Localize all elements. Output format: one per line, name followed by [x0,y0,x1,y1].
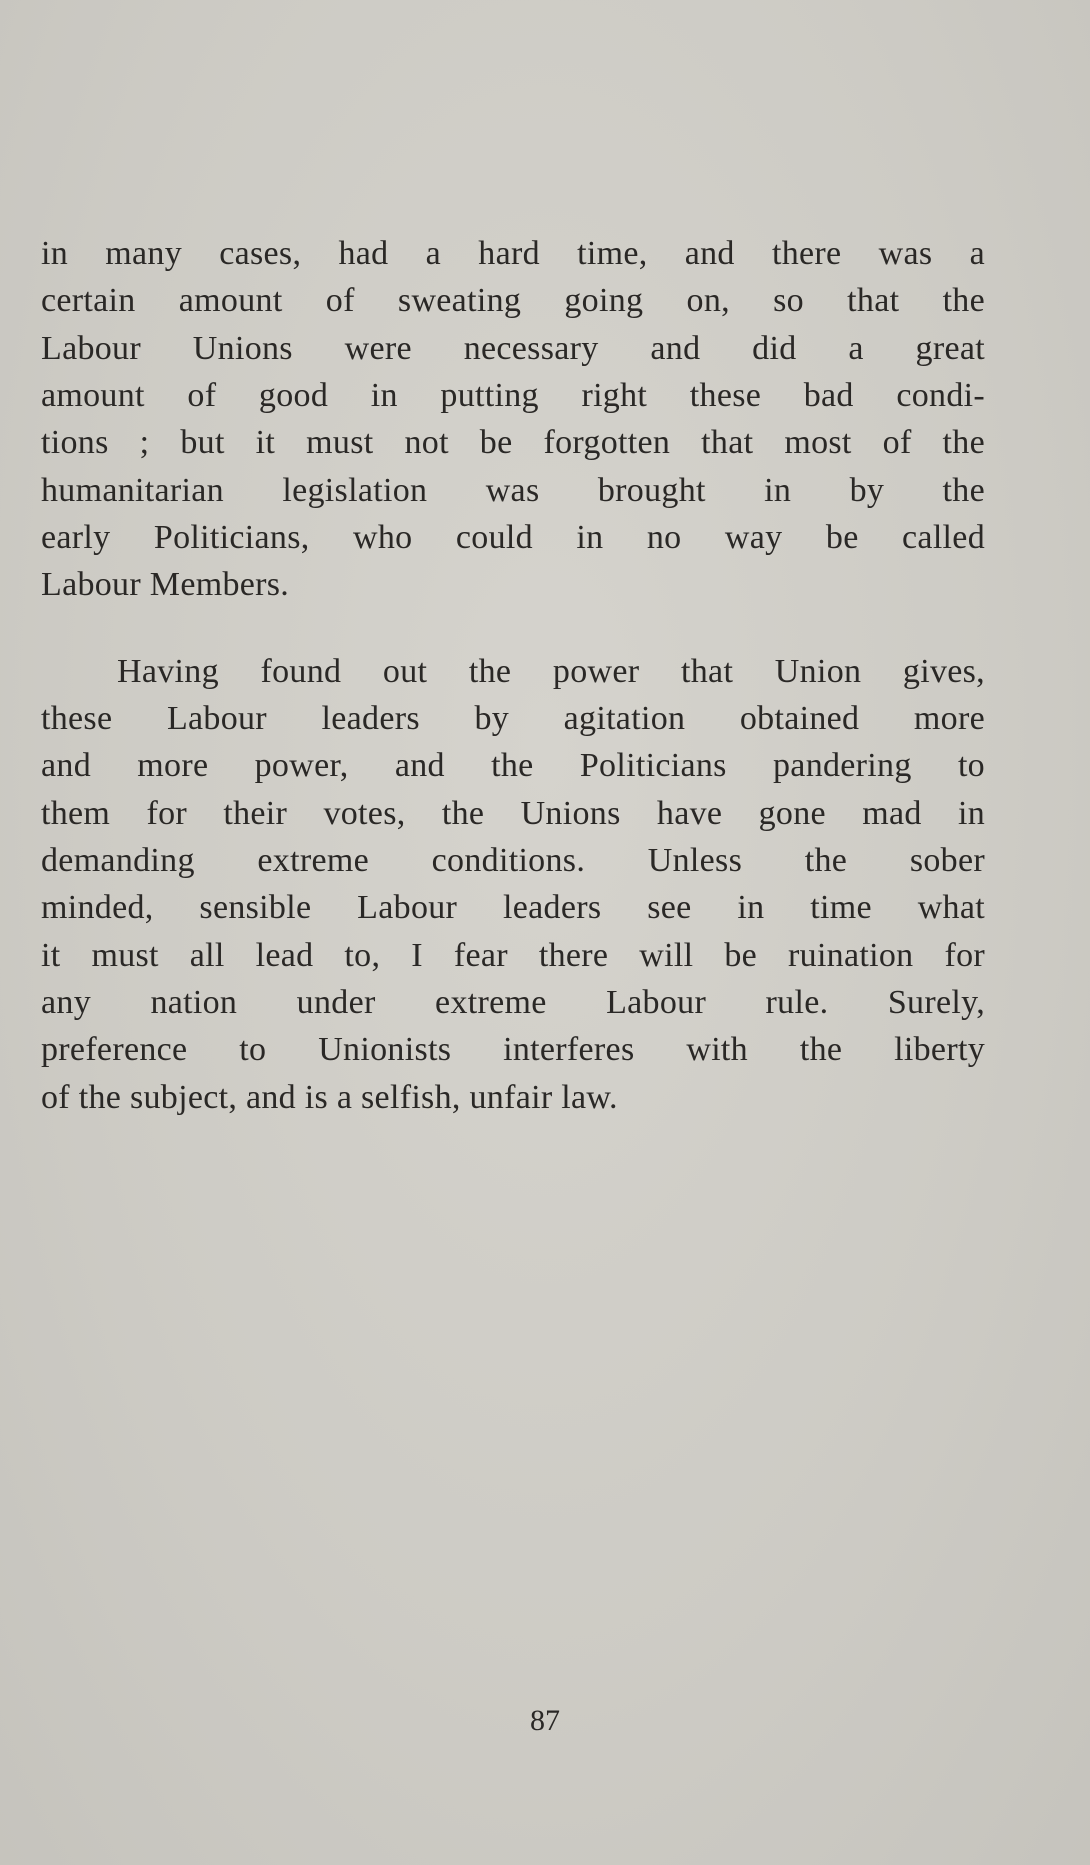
text-line: amount of good in putting right these bad condi- [41,377,985,414]
text-line: it must all lead to, I fear there will be ruination for [41,937,985,974]
text-line: these Labour leaders by agitation obtained more [41,700,985,737]
text-line: in many cases, had a hard time, and there was a [41,235,985,272]
text-line: any nation under extreme Labour rule. Surely, [41,984,985,1021]
text-line: Labour Members. [41,566,290,603]
text-line: preference to Unionists interferes with the liberty [41,1031,985,1068]
text-line: demanding extreme conditions. Unless the sober [41,842,985,879]
page-number: 87 [530,1704,560,1737]
text-line: Having found out the power that Union gives, [117,653,985,690]
text-line: them for their votes, the Unions have gone mad in [41,795,985,832]
text-line: and more power, and the Politicians pandering to [41,747,985,784]
text-line: humanitarian legislation was brought in by the [41,472,985,509]
text-line: early Politicians, who could in no way be called [41,519,985,556]
text-line: tions ; but it must not be forgotten that most of the [41,424,985,461]
text-line: minded, sensible Labour leaders see in time what [41,889,985,926]
text-line: certain amount of sweating going on, so that the [41,282,985,319]
text-line: of the subject, and is a selfish, unfair law. [41,1079,618,1116]
text-line: Labour Unions were necessary and did a great [41,330,985,367]
